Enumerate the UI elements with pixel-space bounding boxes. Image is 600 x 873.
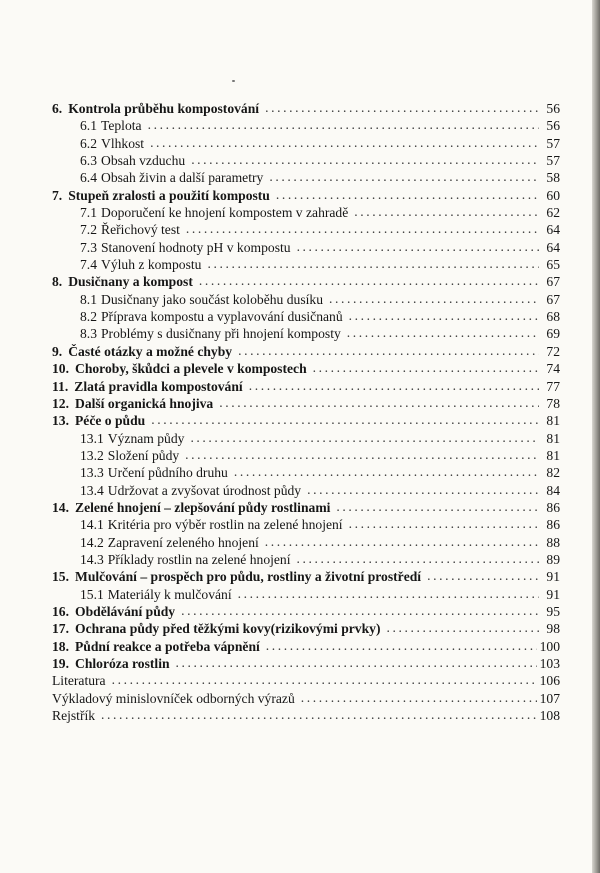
toc-entry-title: Ochrana půdy před těžkými kovy(rizikovými prvky) (75, 621, 381, 637)
dot-leader (249, 377, 539, 394)
toc-entry (52, 343, 560, 360)
toc-entry-title: Problémy s dusičnany při hnojení komposty (101, 326, 341, 342)
toc-entry (52, 568, 560, 585)
toc-entry-title: Kontrola průběhu kompostování (68, 101, 260, 116)
toc-entry-title: Literatura (52, 673, 106, 689)
toc-entry-page: 91 (546, 569, 560, 585)
dot-leader (190, 429, 539, 446)
toc-entry-page: 81 (546, 413, 560, 429)
dot-leader (269, 168, 539, 185)
toc-entry-number: 17. (52, 621, 69, 637)
dot-leader (234, 463, 539, 480)
toc-entry-title: Dusičnany jako součást koloběhu dusíku (101, 291, 324, 307)
toc-entry-page: 81 (546, 447, 560, 463)
toc-entry-page: 60 (546, 187, 560, 203)
toc-entry (52, 430, 560, 447)
toc-entry-number: 7.1 (80, 205, 97, 221)
toc-entry-page: 89 (546, 551, 560, 567)
toc-entry (52, 256, 560, 273)
dot-leader (151, 411, 539, 428)
toc-entry (52, 499, 560, 516)
toc-entry-page: 64 (546, 222, 560, 238)
dot-leader (276, 186, 539, 203)
dot-leader (238, 585, 539, 602)
toc-entry (52, 707, 560, 724)
toc-entry-number: 13.1 (80, 430, 104, 446)
toc-entry-title: Obsah vzduchu (101, 153, 186, 169)
toc-entry-title: Časté otázky a možné chyby (68, 343, 233, 359)
toc-entry-title: Obdělávání půdy (75, 603, 176, 619)
toc-entry-page: 72 (546, 343, 560, 359)
toc-entry (52, 655, 560, 672)
dot-leader (185, 446, 539, 463)
toc-entry-page: 81 (546, 430, 560, 446)
toc-entry-title: Kritéria pro výběr rostlin na zelené hnojení (107, 517, 343, 533)
toc-entry-title: Výkladový minislovníček odborných výrazů (52, 690, 295, 706)
toc-entry-page: 56 (546, 118, 560, 134)
toc-entry-number: 14.2 (80, 534, 104, 550)
toc-entry-page: 57 (546, 153, 560, 169)
toc-entry-number: 6.4 (80, 170, 97, 186)
toc-entry (52, 239, 560, 256)
dot-leader (186, 220, 539, 237)
toc-entry (52, 152, 560, 169)
toc-entry-number: 7.4 (80, 257, 97, 273)
toc-entry-number: 14.3 (80, 551, 104, 567)
toc-entry-title: Dusičnany a kompost (68, 274, 193, 290)
toc-entry (52, 221, 560, 238)
toc-entry-title: Stanovení hodnoty pH v kompostu (101, 239, 291, 255)
dot-leader (181, 602, 539, 619)
toc-entry-number: 13.4 (80, 482, 104, 498)
dot-leader (297, 238, 539, 255)
toc-entry-page: 58 (546, 170, 560, 186)
toc-entry-number: 18. (52, 638, 69, 654)
toc-entry (52, 169, 560, 186)
dot-leader (329, 290, 539, 307)
toc-entry-title: Příklady rostlin na zelené hnojení (107, 551, 291, 567)
toc-entry-number: 6.3 (80, 153, 97, 169)
toc-entry-number: 8.3 (80, 326, 97, 342)
toc-entry-number: 14. (52, 499, 69, 515)
toc-entry-page: 108 (539, 708, 560, 724)
toc-entry-number: 6.2 (80, 135, 97, 151)
dot-leader (307, 481, 539, 498)
toc-entry (52, 672, 560, 689)
dot-leader (112, 671, 537, 688)
toc-entry (52, 412, 560, 429)
toc-entry-title: Rejstřík (52, 708, 96, 724)
page-edge-shadow (592, 0, 600, 873)
toc-entry-number: 13. (52, 413, 69, 429)
toc-entry-title: Obsah živin a další parametry (101, 170, 264, 186)
dot-leader (265, 99, 539, 116)
toc-entry-title: Výluh z kompostu (101, 257, 202, 273)
dot-leader (191, 151, 539, 168)
toc-entry-page: 74 (546, 361, 560, 377)
dot-leader (313, 359, 539, 376)
page-speck (232, 80, 235, 82)
toc-entry (52, 482, 560, 499)
toc-entry-page: 106 (539, 673, 560, 689)
toc-entry (52, 516, 560, 533)
toc-entry (52, 603, 560, 620)
toc-entry (52, 551, 560, 568)
toc-entry (52, 273, 560, 290)
toc-entry-title: Vlhkost (101, 135, 145, 151)
toc-entry-number: 12. (52, 395, 69, 411)
toc-entry-number: 15. (52, 569, 69, 585)
toc-entry-number: 7.3 (80, 239, 97, 255)
toc-entry-number: 13.2 (80, 447, 104, 463)
toc-entry (52, 204, 560, 221)
toc-entry-page: 65 (546, 257, 560, 273)
toc-entry-number: 7.2 (80, 222, 97, 238)
toc-entry-title: Péče o půdu (75, 413, 146, 429)
dot-leader (347, 324, 539, 341)
dot-leader (336, 498, 539, 515)
toc-entry-page: 78 (546, 395, 560, 411)
toc-entry-title: Stupeň zralosti a použití kompostu (68, 187, 270, 203)
dot-leader (297, 550, 539, 567)
toc-entry (52, 464, 560, 481)
toc-entry-title: Choroby, škůdci a plevele v kompostech (75, 361, 307, 377)
dot-leader (427, 567, 539, 584)
toc-entry (52, 378, 560, 395)
toc-entry (52, 620, 560, 637)
toc-entry-title: Složení půdy (107, 447, 180, 463)
toc-entry (52, 360, 560, 377)
toc-entry-number: 8.1 (80, 291, 97, 307)
toc-entry-number: 6.1 (80, 118, 97, 134)
toc-entry-page: 84 (546, 482, 560, 498)
toc-entry-title: Příprava kompostu a vyplavování dusičnanů (101, 309, 343, 325)
dot-leader (199, 272, 539, 289)
toc-entry-page: 91 (546, 586, 560, 602)
toc-entry-number: 7. (52, 187, 63, 203)
toc-entry-number: 10. (52, 361, 69, 377)
toc-entry-number: 15.1 (80, 586, 104, 602)
dot-leader (266, 637, 537, 654)
toc-entry-number: 13.3 (80, 465, 104, 481)
toc-entry (52, 308, 560, 325)
toc-entry-page: 88 (546, 534, 560, 550)
dot-leader (238, 342, 539, 359)
toc-entry-page: 56 (546, 101, 560, 116)
toc-entry-title: Zlatá pravidla kompostování (74, 378, 243, 394)
toc-entry-title: Zapravení zeleného hnojení (107, 534, 259, 550)
toc-entry-number: 8. (52, 274, 63, 290)
dot-leader (349, 515, 539, 532)
toc-entry (52, 395, 560, 412)
toc-entry (52, 586, 560, 603)
dot-leader (349, 307, 539, 324)
toc-entry-title: Udržovat a zvyšovat úrodnost půdy (107, 482, 302, 498)
toc-entry-title: Význam půdy (107, 430, 185, 446)
dot-leader (150, 134, 539, 151)
toc-entry-title: Teplota (101, 118, 142, 134)
dot-leader (148, 116, 539, 133)
toc-entry-title: Mulčování – prospěch pro půdu, rostliny a životní prostředí (75, 569, 422, 585)
dot-leader (387, 619, 540, 636)
toc-entry-page: 67 (546, 291, 560, 307)
dot-leader (207, 255, 539, 272)
toc-entry-page: 62 (546, 205, 560, 221)
toc-entry-number: 16. (52, 603, 69, 619)
toc-entry (52, 447, 560, 464)
toc-entry-title: Určení půdního druhu (107, 465, 228, 481)
toc-entry-number: 11. (52, 378, 69, 394)
dot-leader (101, 706, 537, 723)
toc-entry-page: 77 (546, 378, 560, 394)
toc-entry (52, 117, 560, 134)
dot-leader (301, 689, 537, 706)
toc-entry-title: Půdní reakce a potřeba vápnění (75, 638, 260, 654)
dot-leader (265, 533, 539, 550)
toc-entry-page: 86 (546, 499, 560, 515)
toc-entry-page: 86 (546, 517, 560, 533)
dot-leader (176, 654, 537, 671)
toc-entry-page: 82 (546, 465, 560, 481)
dot-leader (354, 203, 539, 220)
toc-entry-page: 64 (546, 239, 560, 255)
toc-entry-number: 14.1 (80, 517, 104, 533)
toc-entry-page: 67 (546, 274, 560, 290)
toc-entry-title: Zelené hnojení – zlepšování půdy rostlinami (75, 499, 331, 515)
toc-entry-page: 68 (546, 309, 560, 325)
toc-entry-number: 9. (52, 343, 63, 359)
table-of-contents (52, 100, 560, 724)
toc-entry (52, 291, 560, 308)
toc-entry-number: 19. (52, 656, 69, 671)
toc-entry-title: Chloróza rostlin (75, 656, 170, 671)
toc-entry-title: Doporučení ke hnojení kompostem v zahradě (101, 205, 349, 221)
toc-entry (52, 135, 560, 152)
toc-entry-page: 103 (539, 656, 560, 671)
toc-entry-number: 6. (52, 101, 63, 116)
toc-entry-page: 69 (546, 326, 560, 342)
toc-entry-title: Materiály k mulčování (107, 586, 232, 602)
toc-entry (52, 534, 560, 551)
toc-entry (52, 325, 560, 342)
toc-entry-page: 95 (546, 603, 560, 619)
dot-leader (219, 394, 539, 411)
toc-entry (52, 187, 560, 204)
toc-entry-page: 107 (539, 690, 560, 706)
toc-entry-number: 8.2 (80, 309, 97, 325)
toc-entry (52, 638, 560, 655)
toc-entry (52, 690, 560, 707)
toc-entry-title: Další organická hnojiva (75, 395, 214, 411)
toc-entry (52, 100, 560, 117)
toc-entry-page: 98 (546, 621, 560, 637)
toc-entry-title: Řeřichový test (101, 222, 180, 238)
toc-entry-page: 57 (546, 135, 560, 151)
toc-entry-page: 100 (539, 638, 560, 654)
